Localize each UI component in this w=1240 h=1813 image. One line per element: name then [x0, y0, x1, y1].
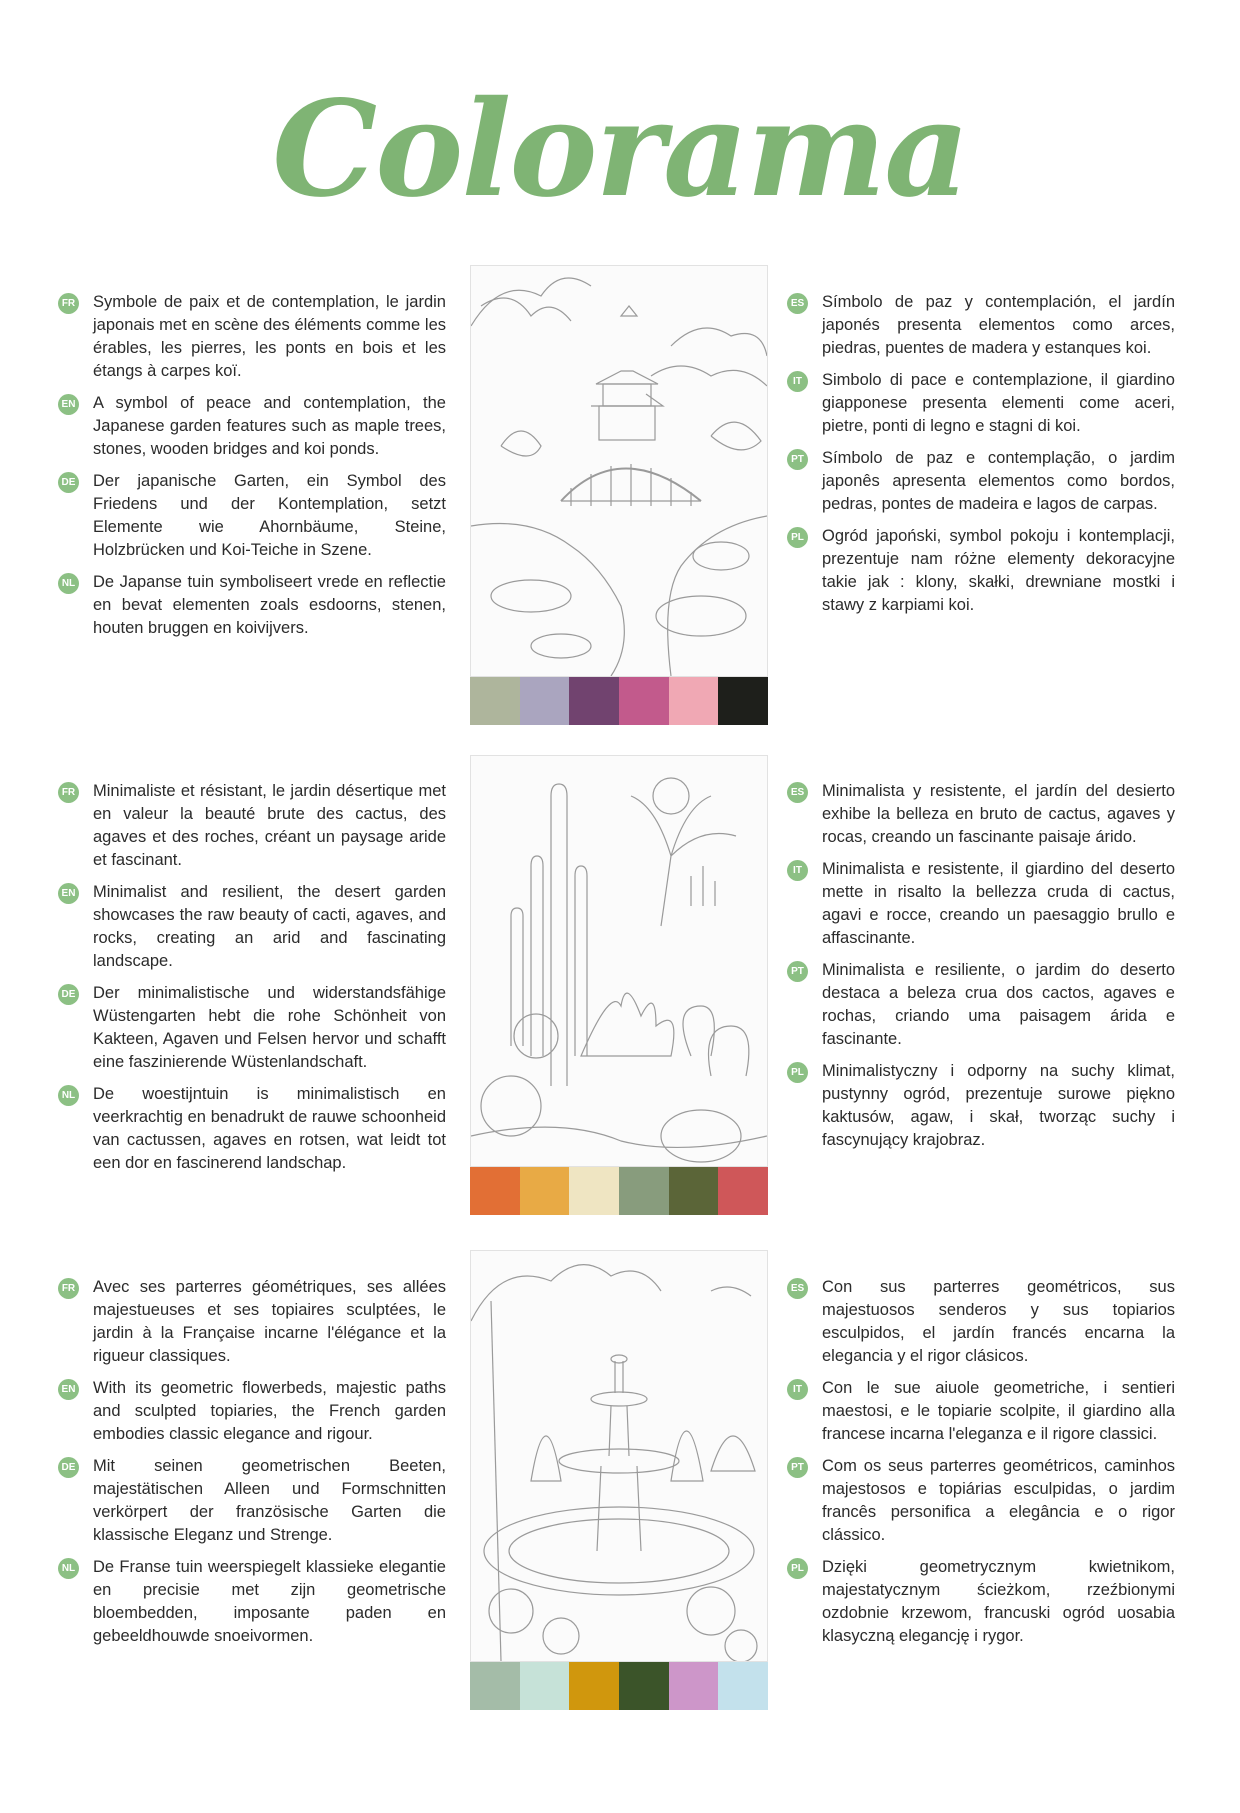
color-swatch: [569, 1662, 619, 1710]
lang-entry-pt: [787, 447, 1175, 516]
color-swatch: [669, 1167, 719, 1215]
entry-text: Símbolo de paz y contemplación, el jardín japonés presenta elementos como arces, piedras, puentes de madera y estanques koi.: [822, 293, 1175, 357]
lang-entry-nl: [58, 571, 446, 640]
entry-text: Con sus parterres geométricos, sus majestuosos senderos y sus topiarios esculpidos, el jardín francés encarna la elegancia y el rigor clásicos.: [822, 1278, 1175, 1365]
entry-text: De Japanse tuin symboliseert vrede en reflectie en bevat elementen zoals esdoorns, stenen, houten bruggen en koivijvers.: [93, 573, 446, 637]
lang-badge: EN: [58, 1379, 79, 1400]
text-column-right: [787, 291, 1175, 626]
lang-badge: NL: [58, 1085, 79, 1106]
color-palette: [470, 1662, 768, 1710]
illustration-desert-garden: [470, 755, 768, 1167]
lang-badge: EN: [58, 394, 79, 415]
lang-badge: ES: [787, 1278, 808, 1299]
lang-badge: PL: [787, 527, 808, 548]
lang-entry-pl: [787, 1556, 1175, 1648]
lang-entry-it: [787, 1377, 1175, 1446]
entry-text: Minimalistyczny i odporny na suchy klimat, pustynny ogród, prezentuje surowe piękno kaktusów, agaw, i skał, tworząc suchy i fascynujący krajobraz.: [822, 1062, 1175, 1149]
color-swatch: [619, 677, 669, 725]
color-swatch: [569, 677, 619, 725]
color-swatch: [718, 677, 768, 725]
lang-entry-pl: [787, 1060, 1175, 1152]
color-swatch: [520, 1662, 570, 1710]
lang-badge: IT: [787, 860, 808, 881]
lang-entry-de: [58, 470, 446, 562]
entry-text: Der minimalistische und widerstandsfähige Wüstengarten hebt die rohe Schönheit von Kakteen, Agaven und Felsen hervor und schafft eine faszinierende Wüstenlandschaft.: [93, 984, 446, 1071]
entry-text: Con le sue aiuole geometriche, i sentieri maestosi, e le topiarie scolpite, il giardino alla francese incarna l'eleganza e il rigore classici.: [822, 1379, 1175, 1443]
lang-entry-fr: [58, 1276, 446, 1368]
color-swatch: [619, 1167, 669, 1215]
lang-entry-nl: [58, 1083, 446, 1175]
color-swatch: [520, 677, 570, 725]
lang-entry-it: [787, 369, 1175, 438]
lang-entry-pt: [787, 959, 1175, 1051]
color-swatch: [718, 1662, 768, 1710]
color-swatch: [470, 1662, 520, 1710]
entry-text: Minimalista y resistente, el jardín del desierto exhibe la belleza en bruto de cactus, agaves y rocas, creando un fascinante paisaje árido.: [822, 782, 1175, 846]
lang-entry-pl: [787, 525, 1175, 617]
lang-badge: DE: [58, 472, 79, 493]
lang-entry-es: [787, 1276, 1175, 1368]
color-swatch: [569, 1167, 619, 1215]
lang-entry-nl: [58, 1556, 446, 1648]
lang-badge: PL: [787, 1558, 808, 1579]
lang-badge: FR: [58, 293, 79, 314]
entry-text: Dzięki geometrycznym kwietnikom, majestatycznym ścieżkom, rzeźbionymi ozdobnie krzewom, francuski ogród uosabia klasyczną elegancję i rygor.: [822, 1558, 1175, 1645]
color-swatch: [470, 1167, 520, 1215]
lang-entry-fr: [58, 780, 446, 872]
lang-entry-en: [58, 881, 446, 973]
brand-title: Colorama: [272, 72, 968, 227]
lang-entry-es: [787, 291, 1175, 360]
color-palette: [470, 677, 768, 725]
lang-badge: DE: [58, 984, 79, 1005]
text-column-right: [787, 780, 1175, 1161]
lang-entry-de: [58, 982, 446, 1074]
text-column-right: [787, 1276, 1175, 1657]
lang-badge: PL: [787, 1062, 808, 1083]
color-swatch: [718, 1167, 768, 1215]
color-swatch: [470, 677, 520, 725]
text-column-left: [58, 291, 446, 649]
entry-text: Avec ses parterres géométriques, ses allées majestueuses et ses topiaires sculptées, le jardin à la Française incarne l'élégance et la rigueur classiques.: [93, 1278, 446, 1365]
entry-text: Minimalista e resistente, il giardino del deserto mette in risalto la bellezza cruda di cactus, agavi e rocce, creando un paesaggio brullo e affascinante.: [822, 860, 1175, 947]
lang-entry-pt: [787, 1455, 1175, 1547]
lang-badge: FR: [58, 1278, 79, 1299]
lang-badge: ES: [787, 293, 808, 314]
color-palette: [470, 1167, 768, 1215]
entry-text: Der japanische Garten, ein Symbol des Friedens und der Kontemplation, setzt Elemente wie Ahornbäume, Steine, Holzbrücken und Koi-Teiche in Szene.: [93, 472, 446, 559]
text-column-left: [58, 1276, 446, 1657]
color-swatch: [619, 1662, 669, 1710]
lang-entry-it: [787, 858, 1175, 950]
illustration-japanese-garden: [470, 265, 768, 677]
entry-text: Com os seus parterres geométricos, caminhos majestosos e topiárias esculpidas, o jardim francês personifica a elegância e o rigor clássico.: [822, 1457, 1175, 1544]
entry-text: Simbolo di pace e contemplazione, il giardino giapponese presenta elementi come aceri, pietre, ponti di legno e stagni di koi.: [822, 371, 1175, 435]
lang-badge: PT: [787, 961, 808, 982]
lang-entry-fr: [58, 291, 446, 383]
color-swatch: [520, 1167, 570, 1215]
lang-badge: FR: [58, 782, 79, 803]
lang-badge: DE: [58, 1457, 79, 1478]
lang-badge: NL: [58, 573, 79, 594]
entry-text: A symbol of peace and contemplation, the Japanese garden features such as maple trees, stones, wooden bridges and koi ponds.: [93, 394, 446, 458]
text-column-left: [58, 780, 446, 1184]
entry-text: Minimalista e resiliente, o jardim do deserto destaca a beleza crua dos cactos, agaves e rochas, criando uma paisagem árida e fascinante.: [822, 961, 1175, 1048]
entry-text: Símbolo de paz e contemplação, o jardim japonês apresenta elementos como bordos, pedras, pontes de madeira e lagos de carpas.: [822, 449, 1175, 513]
lang-entry-en: [58, 1377, 446, 1446]
lang-entry-de: [58, 1455, 446, 1547]
lang-badge: IT: [787, 371, 808, 392]
lang-entry-es: [787, 780, 1175, 849]
lang-badge: EN: [58, 883, 79, 904]
lang-badge: ES: [787, 782, 808, 803]
lang-entry-en: [58, 392, 446, 461]
color-swatch: [669, 677, 719, 725]
lang-badge: IT: [787, 1379, 808, 1400]
entry-text: Symbole de paix et de contemplation, le jardin japonais met en scène des éléments comme les érables, les pierres, les ponts en bois et les étangs à carpes koï.: [93, 293, 446, 380]
entry-text: Minimalist and resilient, the desert garden showcases the raw beauty of cacti, agaves, and rocks, creating an arid and fascinating landscape.: [93, 883, 446, 970]
entry-text: Mit seinen geometrischen Beeten, majestätischen Alleen und Formschnitten verkörpert der französische Garten die klassische Eleganz und Strenge.: [93, 1457, 446, 1544]
lang-badge: NL: [58, 1558, 79, 1579]
illustration-french-garden: [470, 1250, 768, 1662]
entry-text: With its geometric flowerbeds, majestic paths and sculpted topiaries, the French garden embodies classic elegance and rigour.: [93, 1379, 446, 1443]
lang-badge: PT: [787, 449, 808, 470]
lang-badge: PT: [787, 1457, 808, 1478]
entry-text: Minimaliste et résistant, le jardin désertique met en valeur la beauté brute des cactus, des agaves et des roches, créant un paysage aride et fascinant.: [93, 782, 446, 869]
entry-text: De woestijntuin is minimalistisch en veerkrachtig en benadrukt de rauwe schoonheid van cactussen, agaves en rotsen, wat leidt tot een dor en fascinerend landschap.: [93, 1085, 446, 1172]
entry-text: De Franse tuin weerspiegelt klassieke elegantie en precisie met zijn geometrische bloembedden, imposante paden en gebeeldhouwde snoeivormen.: [93, 1558, 446, 1645]
color-swatch: [669, 1662, 719, 1710]
entry-text: Ogród japoński, symbol pokoju i kontemplacji, prezentuje nam różne elementy dekoracyjne takie jak : klony, skałki, drewniane mostki i stawy z karpiami koi.: [822, 527, 1175, 614]
colorama-logo: [0, 60, 1240, 240]
